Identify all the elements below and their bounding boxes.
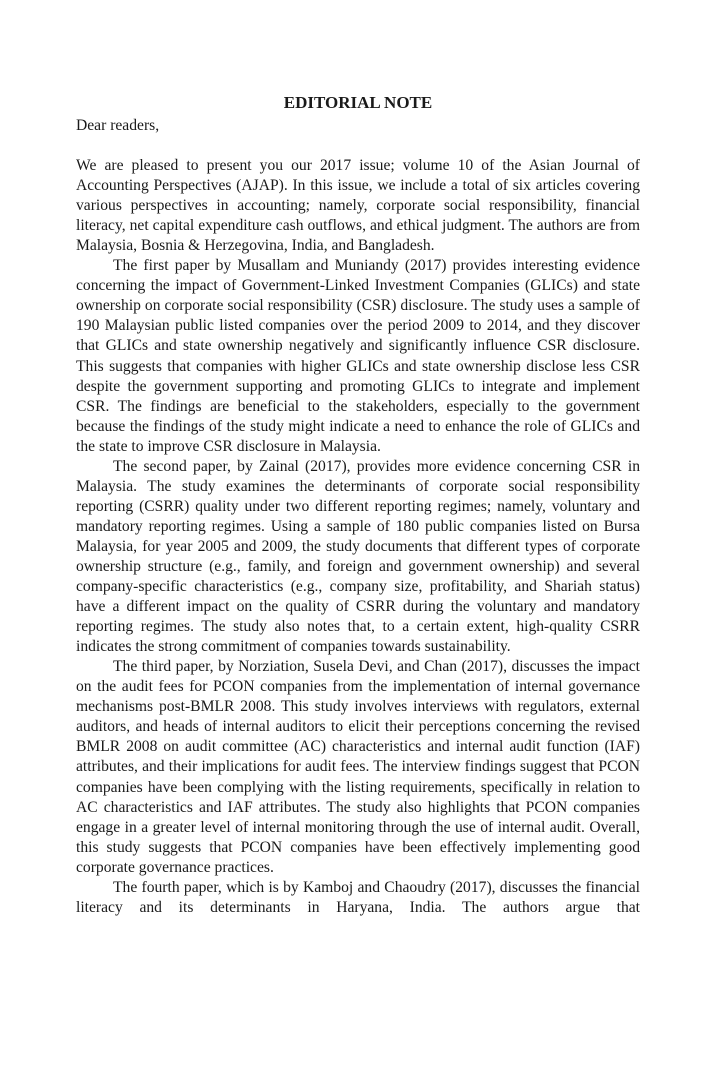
editorial-page [76, 92, 640, 918]
paragraph-intro: We are pleased to present you our 2017 issue; volume 10 of the Asian Journal of Accounting Perspectives (AJAP). In this issue, we include a total of six articles covering various perspectives in accounting; namely, corporate social responsibility, financial literacy, net capital expenditure cash outflows, and ethical judgment. The authors are from Malaysia, Bosnia & Herzegovina, India, and Bangladesh. [76, 157, 640, 255]
page-title: EDITORIAL NOTE [283, 93, 433, 112]
paragraph-first-paper: The first paper by Musallam and Muniandy (2017) provides interesting evidence concerning the impact of Government-Linked Investment Companies (GLICs) and state ownership on corporate social responsibility (CSR) disclosure. The study uses a sample of 190 Malaysian public listed companies over the period 2009 to 2014, and they discover that GLICs and state ownership negatively and significantly influence CSR disclosure. This suggests that companies with higher GLICs and state ownership disclose less CSR despite the government supporting and promoting GLICs to integrate and implement CSR. The findings are beneficial to the stakeholders, especially to the government because the findings of the study might indicate a need to enhance the role of GLICs and the state to improve CSR disclosure in Malaysia. [76, 257, 640, 455]
paragraph-third-paper: The third paper, by Norziation, Susela Devi, and Chan (2017), discusses the impact on the audit fees for PCON companies from the implementation of internal governance mechanisms post-BMLR 2008. This study involves interviews with regulators, external auditors, and heads of internal auditors to elicit their perceptions concerning the revised BMLR 2008 on audit committee (AC) characteristics and internal audit function (IAF) attributes, and their implications for audit fees. The interview findings suggest that PCON companies have been complying with the listing requirements, specifically in relation to AC characteristics and IAF attributes. The study also highlights that PCON companies engage in a greater level of internal monitoring through the use of internal audit. Overall, this study suggests that PCON companies have been effectively implementing good corporate governance practices. [76, 658, 640, 876]
paragraph-fourth-paper: The fourth paper, which is by Kamboj and Chaoudry (2017), discusses the financial literacy and its determinants in Haryana, India. The authors argue that [76, 878, 640, 916]
salutation: Dear readers, [76, 117, 160, 134]
paragraph-second-paper: The second paper, by Zainal (2017), provides more evidence concerning CSR in Malaysia. The study examines the determinants of corporate social responsibility reporting (CSRR) quality under two different reporting regimes; namely, voluntary and mandatory reporting regimes. Using a sample of 180 public companies listed on Bursa Malaysia, for year 2005 and 2009, the study documents that different types of corporate ownership structure (e.g., family, and foreign and government ownership) and several company-specific characteristics (e.g., company size, profitability, and Shariah status) have a different impact on the quality of CSRR during the voluntary and mandatory reporting regimes. The study also notes that, to a certain extent, high-quality CSRR indicates the strong commitment of companies towards sustainability. [76, 457, 640, 656]
